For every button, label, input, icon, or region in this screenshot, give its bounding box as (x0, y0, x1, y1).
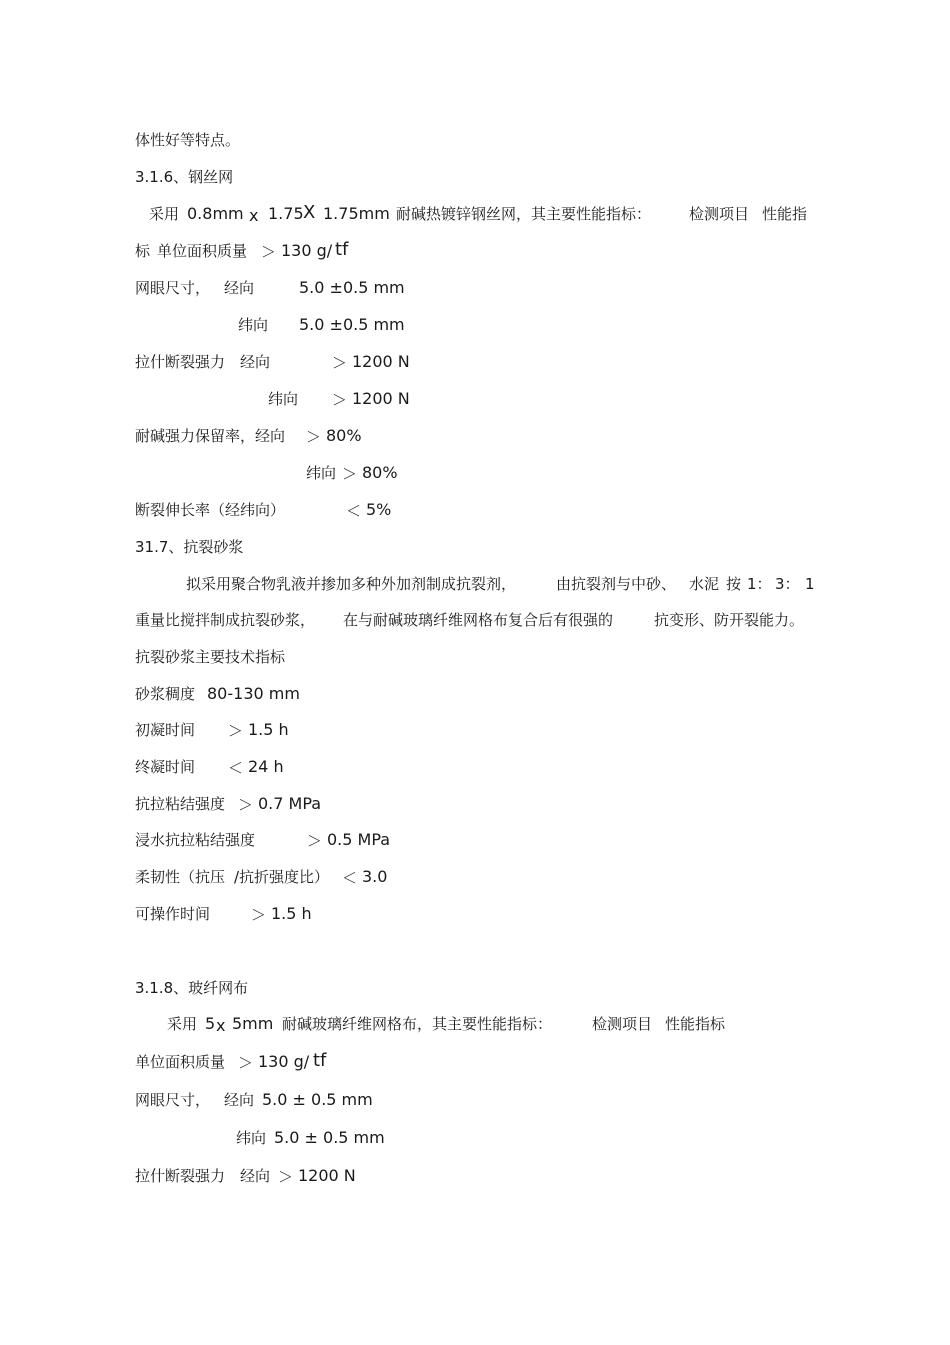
text-line: 性能指标 (665, 1015, 726, 1033)
text-value: tf (313, 1050, 327, 1071)
text-line: /抗折强度比） (234, 868, 330, 886)
text-value: ＞ (228, 722, 244, 740)
text-line: 检测项目 (592, 1015, 653, 1033)
text-line: 耐碱玻璃纤维网格布，其主要性能指标： (282, 1015, 553, 1033)
text-value: ＜ (228, 759, 244, 777)
text-value: 5% (366, 500, 392, 519)
text-line: 纬向 (236, 1129, 267, 1147)
text-value: 0.7 MPa (258, 794, 322, 813)
text-line: 单位面积质量 (135, 1053, 226, 1071)
text-line: 耐碱热镀锌钢丝网，其主要性能指标： (396, 205, 652, 223)
text-value: 130 g/ (258, 1052, 310, 1071)
text-value: ＞ (332, 391, 348, 409)
text-value: 80% (362, 463, 398, 482)
text-line: 重量比搅拌制成抗裂砂浆， (135, 611, 316, 629)
text-line: 抗裂砂浆主要技术指标 (135, 648, 286, 666)
text-value: ＞ (306, 428, 322, 446)
text-line: 网眼尺寸， (135, 279, 211, 297)
text-value: ＞ (238, 796, 254, 814)
text-line: 采用 (149, 205, 180, 223)
text-line: 检测项目 (689, 205, 750, 223)
text-value: 1.5 h (271, 904, 312, 923)
text-value: 1.75mm (323, 204, 390, 223)
text-line: 水泥 (689, 575, 720, 593)
text-line: 柔韧性（抗压 (135, 868, 226, 886)
text-value: 5.0 ±0.5 mm (299, 315, 405, 334)
text-line: 在与耐碱玻璃纤维网格布复合后有很强的 (343, 611, 614, 629)
text-value: ＞ (261, 243, 277, 261)
text-line: 初凝时间 (135, 721, 196, 739)
text-line: 纬向 (268, 390, 299, 408)
text-value: 5.0 ± 0.5 mm (262, 1090, 373, 1109)
text-line: 经向 (240, 353, 271, 371)
text-value: 5 (205, 1014, 216, 1033)
text-value: 1.5 h (248, 720, 289, 739)
text-line: 拟采用聚合物乳液并掺加多种外加剂制成抗裂剂， (186, 575, 517, 593)
text-value: 1200 N (352, 352, 410, 371)
text-line: 可操作时间 (135, 905, 211, 923)
section-heading: 3.1.6、钢丝网 (135, 168, 234, 186)
text-value: X (303, 202, 316, 223)
text-line: 砂浆稠度 (135, 685, 196, 703)
text-value: 3： (775, 575, 800, 593)
text-line: 性能指 (762, 205, 808, 223)
text-value: ＞ (251, 906, 267, 924)
text-line: 断裂伸长率（经纬向） (135, 501, 286, 519)
text-line: 拉什断裂强力 (135, 1167, 226, 1185)
text-value: 0.8mm (187, 204, 244, 223)
text-line: 浸水抗拉粘结强度 (135, 831, 256, 849)
text-value: 1 (805, 575, 815, 593)
text-line: 纬向 (306, 464, 337, 482)
text-line: 按 (726, 575, 742, 593)
text-value: 1.75 (268, 204, 304, 223)
text-value: 3.0 (362, 867, 388, 886)
text-line: 网眼尺寸， (135, 1091, 211, 1109)
text-line: 标 (135, 242, 151, 260)
text-value: x (249, 206, 259, 225)
text-value: 5.0 ±0.5 mm (299, 278, 405, 297)
text-value: ＜ (346, 502, 362, 520)
text-line: 耐碱强力保留率，经向 (135, 427, 286, 445)
text-value: 24 h (248, 757, 284, 776)
text-line: 终凝时间 (135, 758, 196, 776)
text-line: 体性好等特点。 (135, 131, 241, 149)
text-line: 抗拉粘结强度 (135, 795, 226, 813)
text-value: 1200 N (352, 389, 410, 408)
text-value: tf (335, 239, 349, 260)
text-value: ＞ (278, 1168, 294, 1186)
text-value: 1： (747, 575, 772, 593)
text-line: 抗变形、防开裂能力。 (654, 611, 805, 629)
text-line: 采用 (167, 1015, 198, 1033)
text-line: 经向 (240, 1167, 271, 1185)
text-value: ＞ (342, 465, 358, 483)
text-value: 5.0 ± 0.5 mm (274, 1128, 385, 1147)
text-line: 经向 (224, 1091, 255, 1109)
text-value: ＜ (342, 869, 358, 887)
section-heading: 3.1.8、玻纤网布 (135, 979, 249, 997)
text-value: 0.5 MPa (327, 830, 391, 849)
text-value: x (216, 1016, 226, 1035)
text-value: 80-130 mm (207, 684, 300, 703)
text-line: 单位面积质量 (157, 242, 248, 260)
text-value: ＞ (307, 832, 323, 850)
text-value: 130 g/ (281, 241, 333, 260)
section-heading: 31.7、抗裂砂浆 (135, 538, 244, 556)
text-line: 纬向 (238, 316, 269, 334)
text-value: ＞ (238, 1054, 254, 1072)
text-value: 5mm (232, 1014, 274, 1033)
text-line: 拉什断裂强力 (135, 353, 226, 371)
text-value: 80% (326, 426, 362, 445)
text-line: 经向 (224, 279, 255, 297)
text-value: 1200 N (298, 1166, 356, 1185)
text-value: ＞ (332, 354, 348, 372)
text-line: 由抗裂剂与中砂、 (556, 575, 677, 593)
